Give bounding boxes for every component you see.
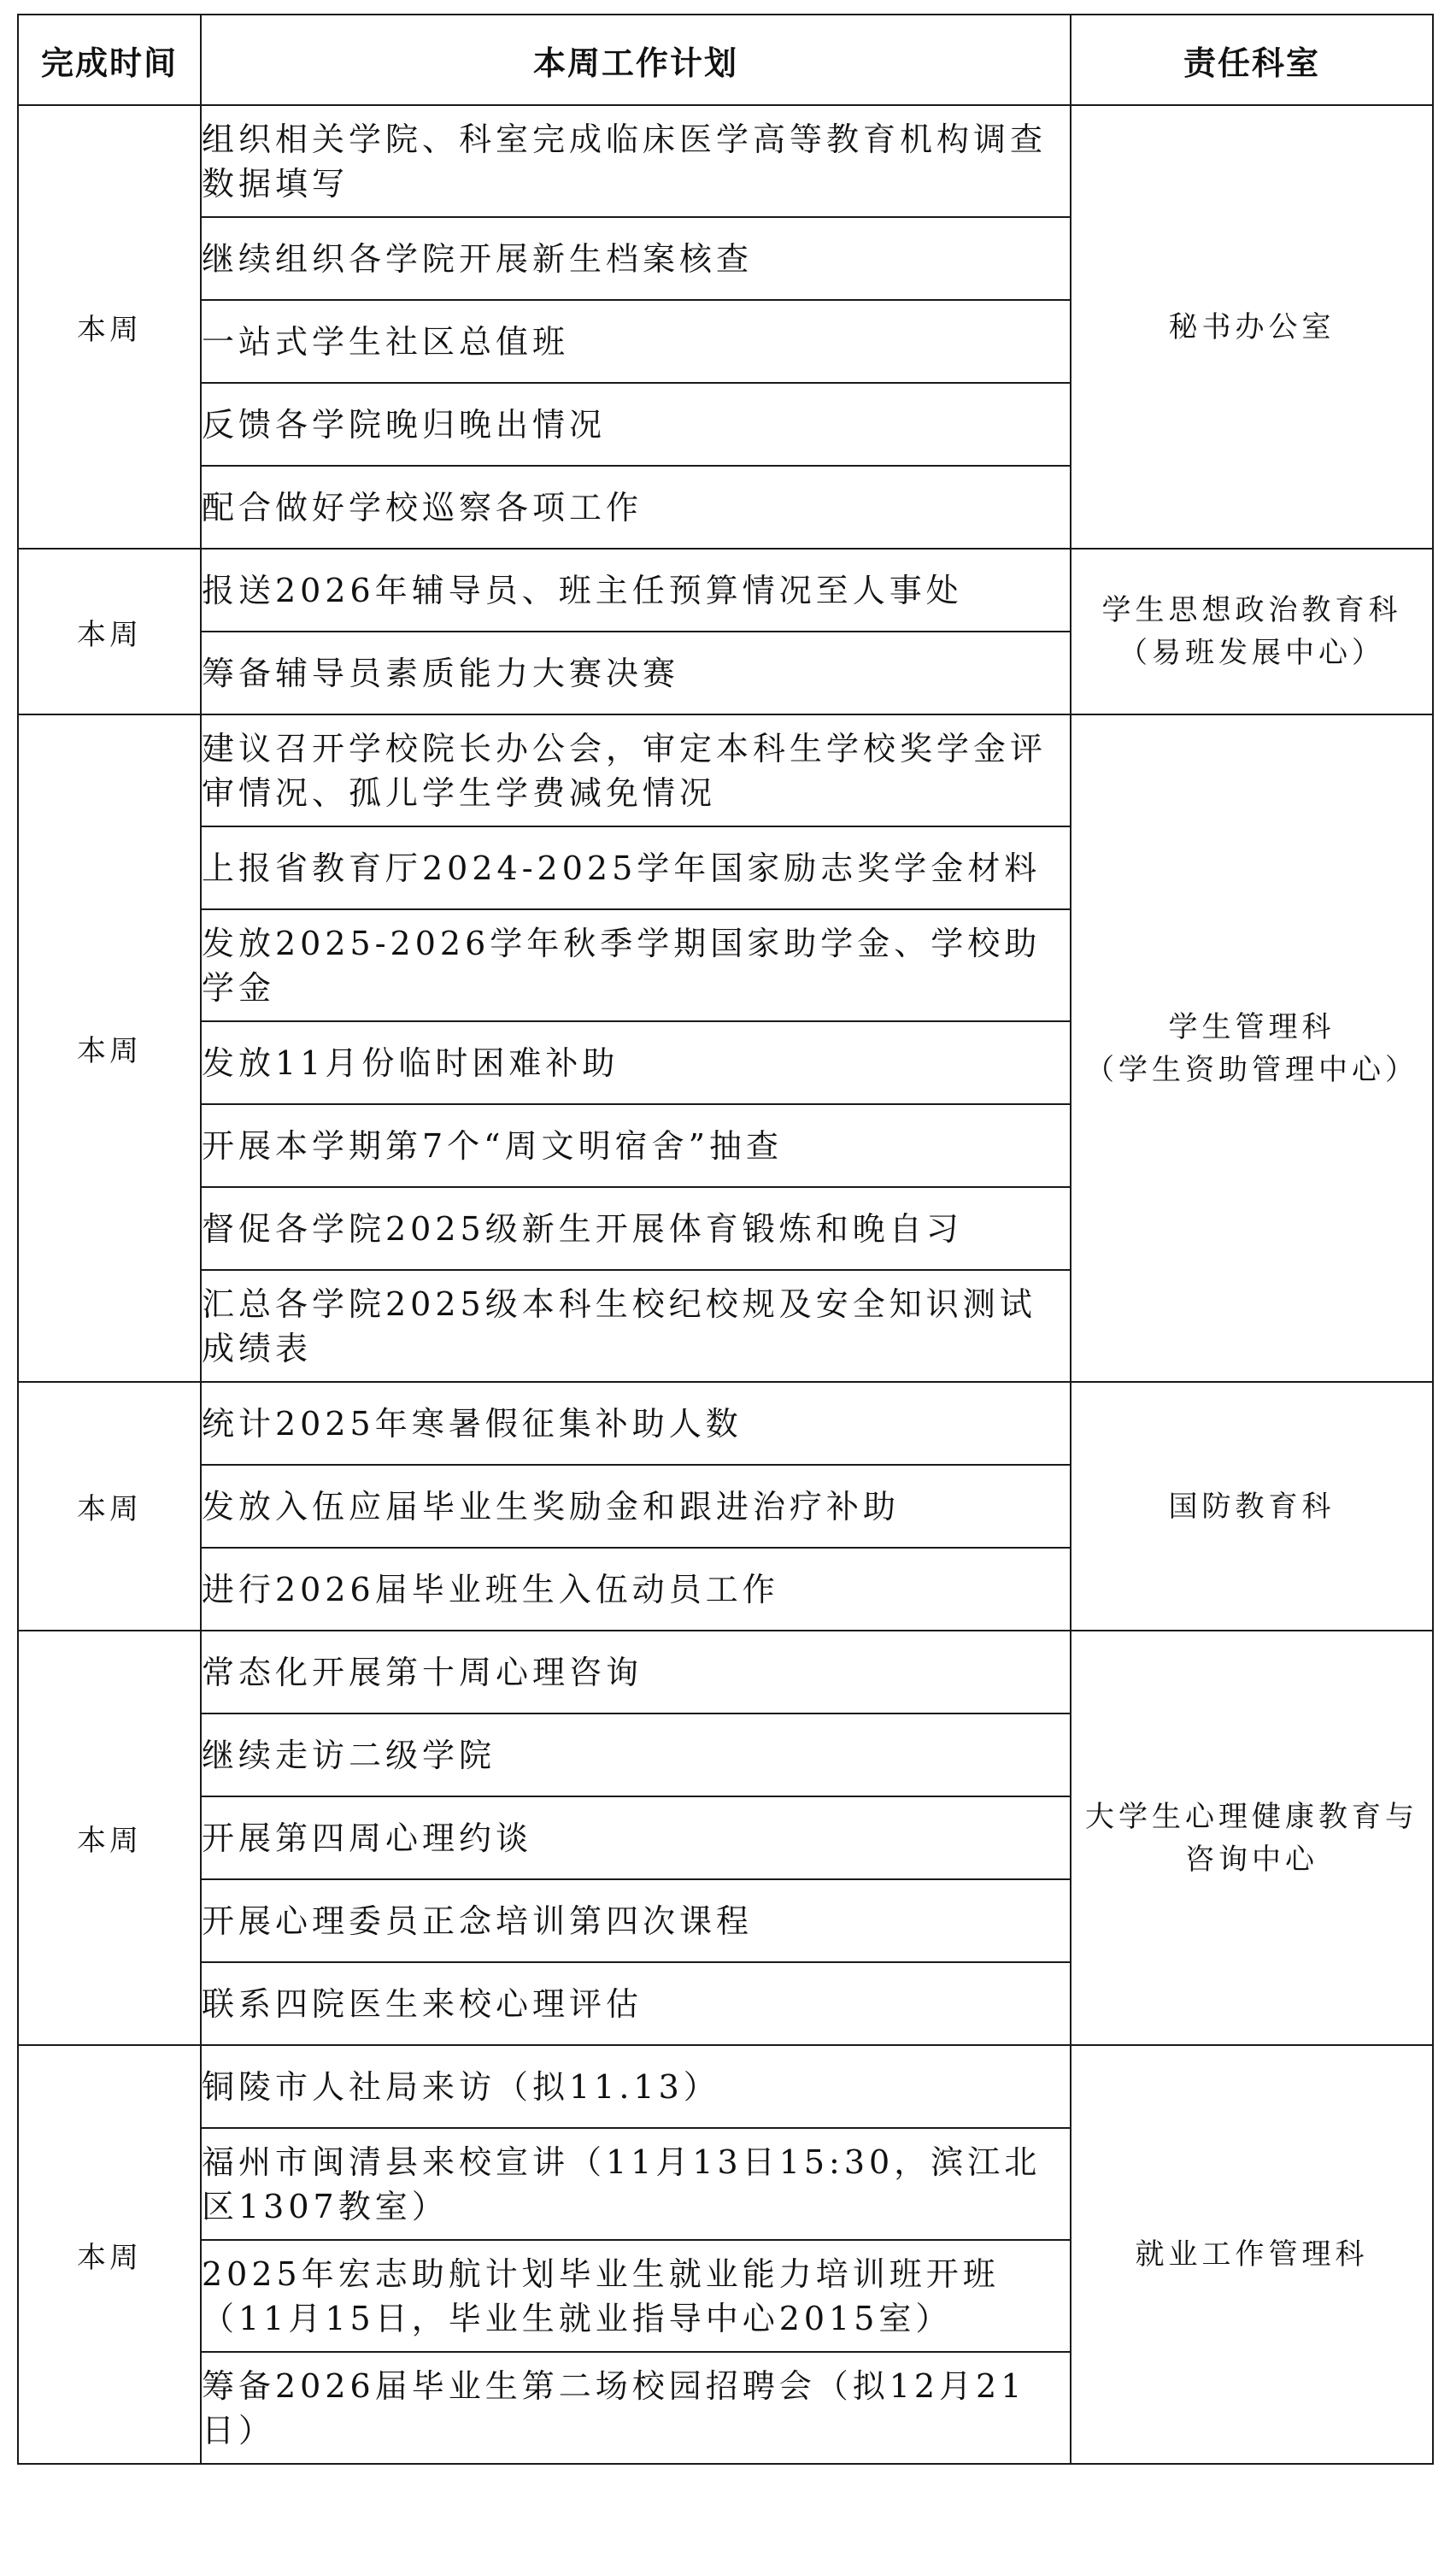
header-completion-time: 完成时间: [18, 15, 201, 105]
plan-item-cell: [201, 1713, 1071, 1796]
plan-item-text: 发放入伍应届毕业生奖励金和跟进治疗补助: [202, 1487, 901, 1525]
plan-item-text: 筹备辅导员素质能力大赛决赛: [202, 654, 680, 692]
dept-name-line: （学生资助管理中心）: [1085, 1052, 1418, 1087]
plan-item-cell: [201, 1962, 1071, 2045]
table-row: [18, 105, 1433, 217]
table-row: [18, 714, 1433, 826]
dept-name-line: 学生管理科: [1168, 1009, 1336, 1044]
table-row: [18, 549, 1433, 632]
table-row: [18, 1382, 1433, 1465]
plan-item-text: 2025年宏志助航计划毕业生就业能力培训班开班（11月15日，毕业生就业指导中心2015室）: [202, 2254, 1000, 2337]
table-row: [18, 2045, 1433, 2128]
responsible-dept-cell: [1071, 105, 1433, 549]
plan-item-cell: [201, 1382, 1071, 1465]
completion-time-cell: 本周: [18, 2045, 201, 2464]
responsible-dept-cell: [1071, 1631, 1433, 2045]
plan-item-cell: [201, 1796, 1071, 1879]
dept-name-line: 秘书办公室: [1168, 309, 1336, 344]
plan-item-cell: [201, 1548, 1071, 1631]
plan-item-text: 建议召开学校院长办公会，审定本科生学校奖学金评审情况、孤儿学生学费减免情况: [202, 729, 1048, 812]
completion-time-cell: 本周: [18, 105, 201, 549]
plan-item-cell: [201, 632, 1071, 714]
completion-time-cell: 本周: [18, 549, 201, 714]
plan-item-text: 常态化开展第十周心理咨询: [202, 1653, 643, 1691]
plan-item-cell: [201, 466, 1071, 549]
plan-item-text: 开展第四周心理约谈: [202, 1819, 533, 1857]
plan-item-cell: [201, 826, 1071, 909]
plan-item-cell: [201, 105, 1071, 217]
plan-item-text: 一站式学生社区总值班: [202, 322, 570, 361]
plan-item-cell: [201, 549, 1071, 632]
responsible-dept-cell: [1071, 549, 1433, 714]
plan-item-text: 继续走访二级学院: [202, 1736, 496, 1774]
dept-name-line: 就业工作管理科: [1135, 2237, 1369, 2272]
header-responsible-dept: 责任科室: [1071, 15, 1433, 105]
dept-name-line: 学生思想政治教育科: [1101, 593, 1402, 627]
plan-item-text: 组织相关学院、科室完成临床医学高等教育机构调查数据填写: [202, 120, 1048, 203]
plan-item-text: 开展本学期第7个“周文明宿舍”抽查: [202, 1126, 784, 1165]
plan-item-text: 报送2026年辅导员、班主任预算情况至人事处: [202, 571, 963, 609]
dept-name-line: （易班发展中心）: [1118, 636, 1385, 670]
plan-item-text: 开展心理委员正念培训第四次课程: [202, 1902, 754, 1940]
plan-item-cell: [201, 300, 1071, 383]
plan-item-text: 督促各学院2025级新生开展体育锻炼和晚自习: [202, 1209, 963, 1248]
completion-time-cell: 本周: [18, 1631, 201, 2045]
dept-name-line: 国防教育科: [1168, 1489, 1336, 1524]
plan-item-cell: [201, 1270, 1071, 1382]
plan-item-text: 福州市闽清县来校宣讲（11月13日15:30，滨江北区1307教室）: [202, 2143, 1042, 2225]
plan-item-cell: [201, 714, 1071, 826]
table-header-row: [18, 15, 1433, 105]
plan-item-text: 发放11月份临时困难补助: [202, 1043, 619, 1082]
plan-item-text: 发放2025-2026学年秋季学期国家助学金、学校助学金: [202, 924, 1042, 1007]
header-weekly-plan: 本周工作计划: [201, 15, 1071, 105]
plan-item-cell: [201, 1021, 1071, 1104]
plan-item-cell: [201, 2128, 1071, 2240]
plan-item-text: 联系四院医生来校心理评估: [202, 1984, 643, 2023]
table-body: [18, 105, 1433, 2464]
plan-item-text: 上报省教育厅2024-2025学年国家励志奖学金材料: [202, 849, 1042, 887]
plan-item-cell: [201, 909, 1071, 1021]
plan-item-text: 筹备2026届毕业生第二场校园招聘会（拟12月21日）: [202, 2366, 1026, 2449]
plan-item-text: 进行2026届毕业班生入伍动员工作: [202, 1570, 779, 1608]
plan-item-cell: [201, 217, 1071, 300]
plan-item-cell: [201, 1187, 1071, 1270]
responsible-dept-cell: [1071, 2045, 1433, 2464]
plan-item-text: 汇总各学院2025级本科生校纪校规及安全知识测试成绩表: [202, 1284, 1036, 1367]
dept-name-line: 咨询中心: [1185, 1842, 1318, 1877]
plan-item-text: 配合做好学校巡察各项工作: [202, 488, 643, 526]
table-row: [18, 1631, 1433, 1713]
plan-item-cell: [201, 2240, 1071, 2352]
plan-item-cell: [201, 1879, 1071, 1962]
plan-item-text: 铜陵市人社局来访（拟11.13）: [202, 2067, 720, 2106]
work-plan-table: [17, 14, 1434, 2465]
completion-time-cell: 本周: [18, 1382, 201, 1631]
completion-time-cell: 本周: [18, 714, 201, 1382]
plan-item-cell: [201, 383, 1071, 466]
plan-item-cell: [201, 1631, 1071, 1713]
plan-item-cell: [201, 1104, 1071, 1187]
plan-item-cell: [201, 1465, 1071, 1548]
plan-item-text: 反馈各学院晚归晚出情况: [202, 405, 607, 444]
dept-name-line: 大学生心理健康教育与: [1085, 1799, 1418, 1834]
plan-item-text: 统计2025年寒暑假征集补助人数: [202, 1404, 743, 1443]
plan-item-text: 继续组织各学院开展新生档案核查: [202, 239, 754, 278]
responsible-dept-cell: [1071, 1382, 1433, 1631]
plan-item-cell: [201, 2352, 1071, 2464]
responsible-dept-cell: [1071, 714, 1433, 1382]
plan-item-cell: [201, 2045, 1071, 2128]
